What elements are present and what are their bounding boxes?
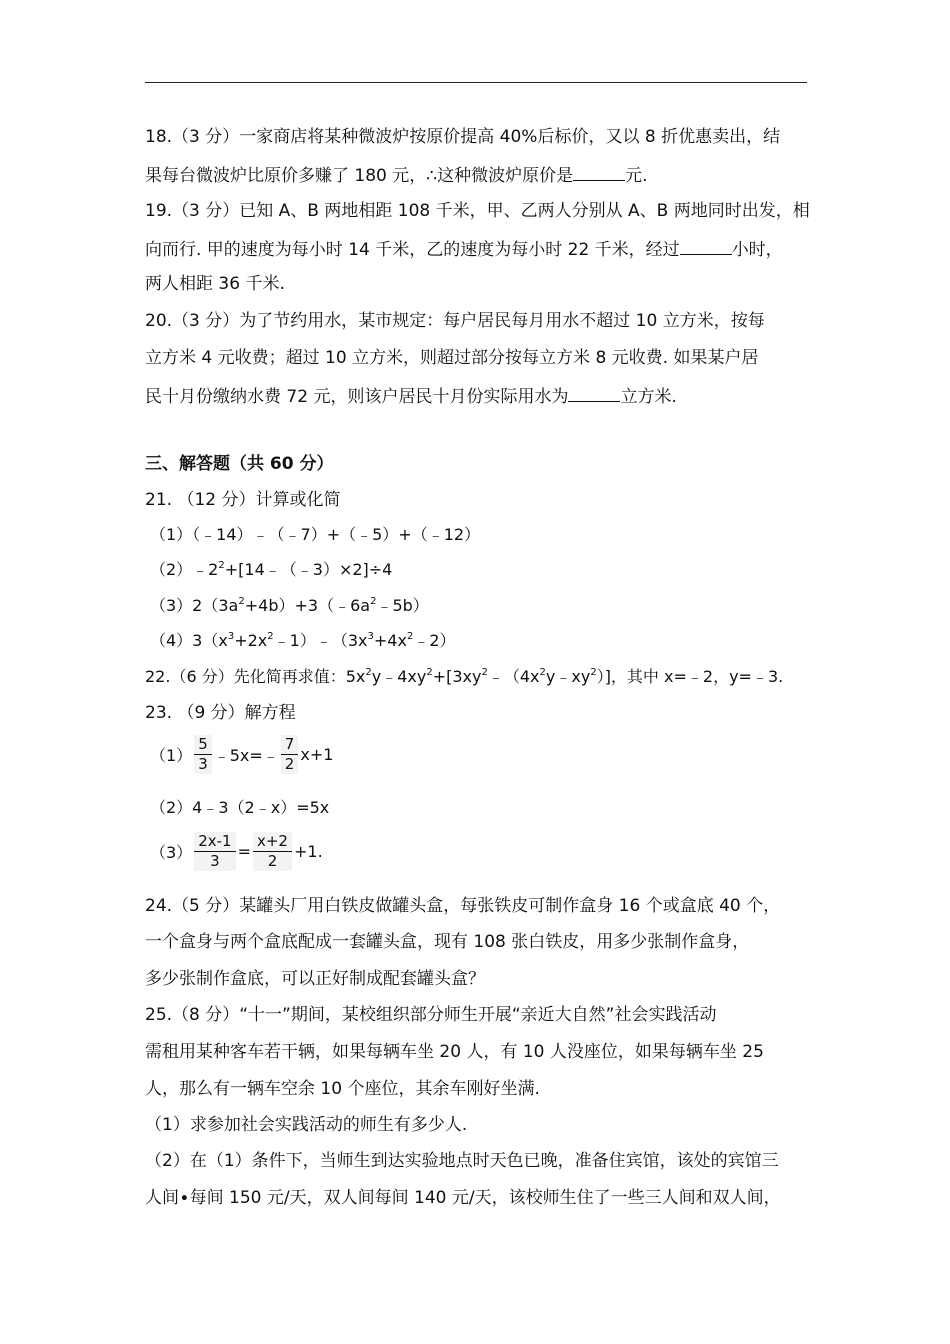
q18-answer-blank[interactable]: [573, 162, 625, 181]
q19-line1: 19.（3 分）已知 A、B 两地相距 108 千米，甲、乙两人分别从 A、B 两地同时出发，相: [145, 201, 810, 221]
q24-line1: 24.（5 分）某罐头厂用白铁皮做罐头盒，每张铁皮可制作盒身 16 个或盒底 40 个，: [145, 896, 781, 916]
q19-line2: 向而行. 甲的速度为每小时 14 千米，乙的速度为每小时 22 千米，经过 小时，: [145, 236, 783, 262]
q18-line1: 18.（3 分）一家商店将某种微波炉按原价提高 40%后标价，又以 8 折优惠卖出，结: [145, 127, 781, 147]
q25-line2: 需租用某种客车若干辆，如果每辆车坐 20 人，有 10 人没座位，如果每辆车坐 25: [145, 1042, 764, 1062]
q20-line3: 民十月份缴纳水费 72 元，则该户居民十月份实际用水为 立方米.: [145, 383, 677, 409]
q19-line3: 两人相距 36 千米.: [145, 274, 285, 294]
q21-part4: $(4)3(x^3+2x^2﹣1)﹣(3x^3+4x^2﹣2)$: [150, 631, 456, 650]
q25-line3: 人，那么有一辆车空余 10 个座位，其余车刚好坐满.: [145, 1079, 540, 1099]
q21-part2: $(2)﹣2^2+[14﹣(﹣3)\times 2]\div 4$: [150, 560, 393, 579]
fraction: $\frac{x+2}{2}$: [253, 832, 292, 871]
q21-part3: $(3)2(3a^2+4b)+3(﹣6a^2﹣5b)$: [150, 596, 429, 615]
q23-eq2: （2）4﹣3（2﹣x）=5x: [150, 798, 330, 817]
fraction: $\frac{5}{3}$: [194, 735, 212, 774]
fraction: $\frac{7}{2}$: [281, 735, 299, 774]
q25-line1: 25.（8 分）“十一”期间，某校组织部分师生开展“亲近大自然”社会实践活动: [145, 1005, 717, 1025]
q20-line2: 立方米 4 元收费；超过 10 立方米，则超过部分按每立方米 8 元收费. 如果某户居: [145, 348, 759, 368]
q25-part1: （1）求参加社会实践活动的师生有多少人.: [145, 1115, 468, 1135]
q22-line: 22.（6 分）先化简再求值：$5x^2y﹣4xy^2+[3xy^2﹣(4x^2y﹣xy^2)]$，其中 x=﹣2，y=﹣3.: [145, 667, 784, 686]
q23-eq3: （3） $\frac{2x-1}{3}$ = $\frac{x+2}{2}$ +1.: [150, 832, 323, 870]
q21-title: 21. （12 分）计算或化简: [145, 490, 341, 510]
q19-answer-blank[interactable]: [680, 236, 732, 255]
q25-part2-line1: （2）在（1）条件下，当师生到达实验地点时天色已晚，准备住宾馆，该处的宾馆三: [145, 1151, 779, 1171]
q24-line2: 一个盒身与两个盒底配成一套罐头盒，现有 108 张白铁皮，用多少张制作盒身，: [145, 932, 750, 952]
q18-line2: 果每台微波炉比原价多赚了 180 元，∴这种微波炉原价是 元.: [145, 162, 647, 188]
q24-line3: 多少张制作盒底，可以正好制成配套罐头盒？: [145, 969, 485, 989]
fraction: $\frac{2x-1}{3}$: [194, 832, 235, 871]
q21-part1: （1）（﹣14）﹣（﹣7）+（﹣5）+（﹣12）: [150, 525, 481, 544]
q25-part2-line2: 人间∙每间 150 元/天，双人间每间 140 元/天，该校师生住了一些三人间和双人间，: [145, 1188, 781, 1208]
header-rule: [145, 82, 807, 83]
section-title: 三、解答题（共 60 分）: [145, 454, 334, 474]
q23-title: 23. （9 分）解方程: [145, 703, 296, 723]
q20-answer-blank[interactable]: [568, 383, 620, 402]
q23-eq1: （1） $\frac{5}{3}$ ﹣5x=﹣ $\frac{7}{2}$ x+1: [150, 735, 334, 773]
q20-line1: 20.（3 分）为了节约用水，某市规定：每户居民每月用水不超过 10 立方米，按每: [145, 311, 765, 331]
